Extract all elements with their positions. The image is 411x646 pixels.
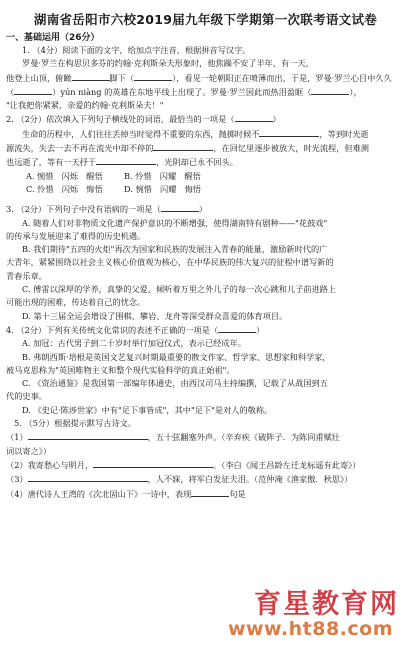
q1-line — [6, 71, 405, 85]
q2-options — [6, 183, 405, 196]
watermark-url: www.ht88.com — [227, 618, 393, 640]
section-heading: 一、基础运用（26分） — [6, 33, 100, 43]
q2-head — [6, 112, 405, 126]
q5-line — [6, 472, 405, 486]
q1-text: ）， — [349, 86, 362, 97]
q5-head: 5. （5分）根据提示默写古诗文。 — [14, 418, 137, 429]
q3-head-end: ） — [198, 204, 208, 215]
answer-blank[interactable] — [311, 85, 349, 95]
q1-line — [6, 85, 405, 99]
q1-text: 他登上山顶，俯瞰 — [6, 72, 72, 83]
q5-text: （1） — [6, 432, 28, 443]
q3-option-b[interactable]: B. 我们期待"五四的火炬"再次为国家和民族的发展注入青春的能量，激励新时代的广 — [22, 244, 328, 255]
q4-head-text: 4. （2分）下列有关传统文化常识的表述不正确的一项是（ — [6, 324, 219, 335]
q5-line — [6, 430, 405, 444]
q2-line — [6, 127, 405, 141]
q1-head: 1. （4分）阅读下面的文字，给加点字注音，根据拼音写汉字。 — [22, 45, 251, 55]
watermark-logo — [215, 576, 405, 646]
answer-blank[interactable] — [134, 71, 172, 81]
answer-blank[interactable] — [259, 127, 319, 137]
option-a[interactable]: A. 惋惜 闪烁 醒悟 — [26, 170, 103, 181]
q2-head-text: 2. （2分）依次填入下列句子横线处的词语，最恰当的一项是（ — [6, 114, 235, 125]
q2-options — [6, 170, 405, 183]
q2-text: ，等到时光逝 — [319, 128, 369, 139]
answer-blank[interactable] — [14, 85, 52, 95]
q5-line: 词以寄之》） — [6, 445, 52, 456]
q4-head-end: ） — [256, 324, 265, 335]
q4-option-c-cont: 代的史事。 — [6, 391, 47, 402]
option-c[interactable]: C. 怜惜 闪烁 悔悟 — [26, 183, 103, 194]
q5-text: （2）我寄愁心与明月， — [6, 459, 94, 470]
q2-line — [6, 155, 405, 169]
q3-option-b-cont: 大青年，紧紧围绕以社会主义核心价值观为核心，在中华民族的伟大复兴的征程中谱写新的 — [6, 257, 334, 268]
option-b[interactable]: B. 怜惜 闪耀 醒悟 — [124, 170, 201, 181]
q5-text: 。（李白《闻王昌龄左迁龙标遥有此寄》） — [213, 459, 361, 470]
answer-blank[interactable] — [218, 323, 256, 333]
answer-blank[interactable] — [96, 155, 156, 165]
q5-text: ，五十弦翻塞外声。（辛弃疾《破阵子．为陈同甫赋壮 — [147, 432, 340, 443]
q4-option-d[interactable]: D. 《史记·陈涉世家》中有"足下事皆成"，其中"足下"是对人的敬称。 — [22, 404, 273, 415]
q4-option-b-cont: 被马克思称为"英国唯物主义和整个现代实验科学的真正始祖"。 — [6, 364, 235, 375]
answer-blank[interactable] — [93, 458, 213, 468]
q4-head — [6, 323, 405, 337]
q3-option-a-cont: 的传承与发展迎来了难得的历史机遇。 — [6, 230, 146, 241]
q1-line: 罗曼·罗兰在构思贝多芬的约翰·克利斯朵夫形象时，他焦躁不安了半年，有一天， — [22, 58, 314, 69]
watermark-text: 育星教育网 — [254, 589, 399, 620]
q5-text: 句是 — [229, 488, 246, 499]
q2-text: ，光阴却已永不回头。 — [156, 157, 238, 168]
q2-head-end: ） — [272, 114, 281, 125]
q3-option-c[interactable]: C. 傅雷以深厚的学养，真挚的父爱，倾听着万里之外儿子的每一次心跳和儿子前进路上 — [22, 284, 337, 295]
answer-blank[interactable] — [28, 430, 148, 440]
answer-blank[interactable] — [153, 141, 213, 151]
q3-option-b-cont: 青春乐章。 — [6, 270, 47, 281]
answer-blank[interactable] — [235, 112, 273, 122]
q1-text: 脚下（ — [109, 72, 135, 83]
answer-blank[interactable] — [28, 472, 148, 482]
q2-text: 也远逝了，等有一天抒于 — [6, 157, 97, 168]
q3-option-c-cont: 可能出现的困难，传达着自己的忧念。 — [6, 297, 146, 308]
q5-text: （3） — [6, 474, 28, 485]
q5-line — [6, 458, 405, 472]
q1-text: ） — [52, 86, 61, 97]
q4-option-b[interactable]: B. 弗朗西斯·培根是英国文艺复兴时期最重要的散文作家、哲学家、思想家和科学家， — [22, 351, 331, 362]
q5-text: （4）唐代诗人王湾的《次北固山下》一诗中，表现 — [6, 488, 192, 499]
q1-line: "让我把你紧紧，亲爱的约翰·克利斯朵夫！" — [6, 100, 164, 111]
answer-blank[interactable] — [72, 71, 110, 81]
answer-blank[interactable] — [191, 487, 229, 497]
q3-option-a[interactable]: A. 随着人们对非物质文化遗产保护意识的不断增强，使得湖南特有剧种——"花鼓戏" — [22, 217, 328, 228]
q3-option-d[interactable]: D. 第十三届全运会增设了围棋、攀岩、龙舟等深受群众喜爱的体育项目。 — [22, 310, 288, 321]
q2-text: 生命的历程中，人们往往丢掉当时觉得不重要的东西，抛掷时候不 — [22, 128, 260, 139]
q2-text: ，在回忆里逐步被放大，时光流程，但难测 — [213, 143, 369, 154]
q1-text: yún niàng 的英雄在东地平线上出现了。罗曼·罗兰因此而热泪盈眶（ — [60, 86, 312, 97]
question-body — [6, 44, 405, 501]
q3-head — [6, 202, 405, 216]
q4-option-c[interactable]: C. 《资治通鉴》是我国第一部编年体通史，由西汉司马主持编撰，记载了从战国到五 — [22, 378, 328, 389]
q1-text: （ — [6, 86, 15, 97]
q2-text: 源流失，失去一去不再在流光中却不停的 — [6, 143, 154, 154]
q1-text: ），看见一轮朝阳正在喷薄而出，于是，罗曼·罗兰心目中久久 — [172, 72, 392, 83]
q5-text: ，人不寐，将军白发征夫泪。（范仲淹《渔家傲．秋思》） — [147, 474, 353, 485]
q3-head-text: 3. （2分）下列句子中没有语病的一项是（ — [6, 204, 161, 215]
page-title: 湖南省岳阳市六校2019届九年级下学期第一次联考语文试卷 — [33, 12, 378, 27]
q2-line — [6, 141, 405, 155]
option-d[interactable]: D. 惋惜 闪耀 悔悟 — [124, 183, 201, 194]
q5-line — [6, 487, 405, 501]
answer-blank[interactable] — [161, 202, 199, 212]
q4-option-a[interactable]: A. 加冠：古代男子到二十岁时举行加冠仪式，表示已经成年。 — [22, 338, 246, 349]
